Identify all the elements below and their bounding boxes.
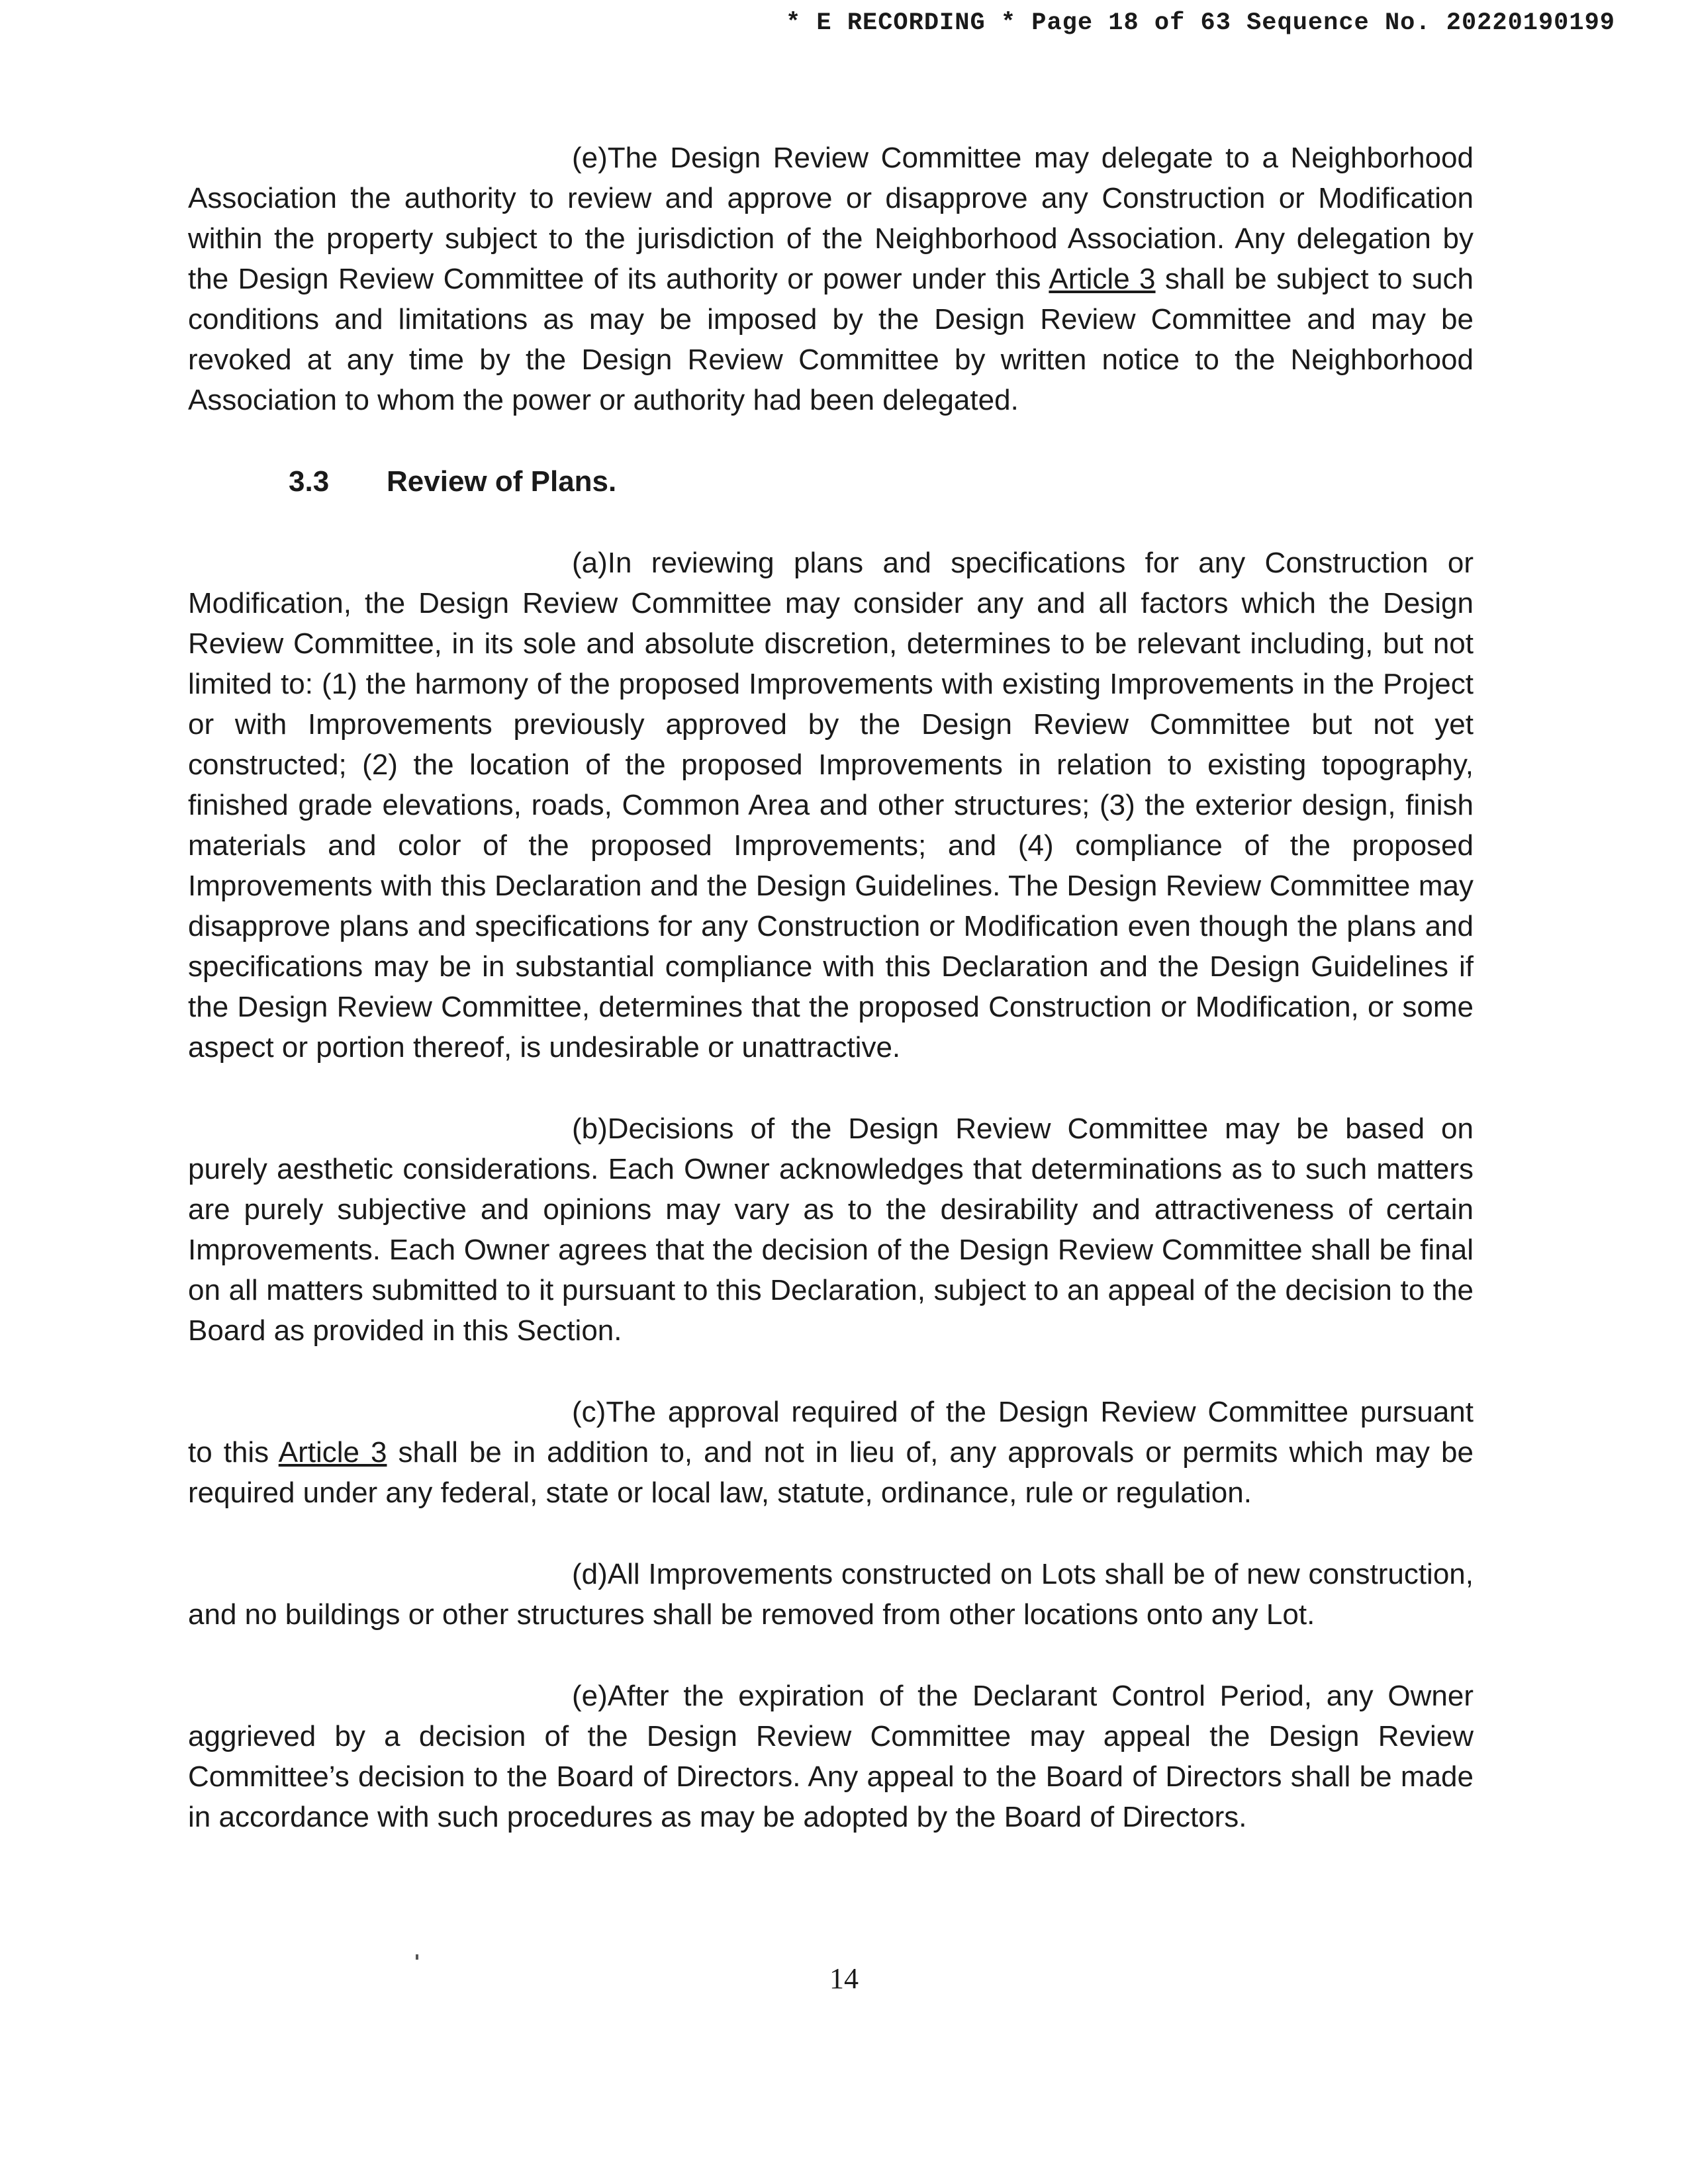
recording-header: * E RECORDING * Page 18 of 63 Sequence No. 20220190199 (786, 9, 1615, 37)
article-reference: Article 3 (278, 1436, 387, 1469)
paragraph-c-other-approvals (188, 1392, 1474, 1513)
paragraph-label: (b) (572, 1113, 608, 1145)
paragraph-text: After the expiration of the Declarant Control Period, any Owner aggrieved by a decision of the Design Review Committee may appeal the Design Review Committee’s decision to the Board of Directors. Any appeal to the Board of Directors shall be made in accordance with such procedures as may be adopted by the Board of Directors. (188, 1680, 1474, 1833)
section-heading (289, 461, 1474, 502)
paragraph-text: All Improvements constructed on Lots shall be of new construction, and no buildings or other structures shall be removed from other locations onto any Lot. (188, 1558, 1474, 1631)
article-reference: Article 3 (1049, 263, 1156, 295)
paragraph-e-delegation (188, 138, 1474, 420)
paragraph-label: (e) (572, 1680, 608, 1712)
document-body (188, 138, 1474, 1878)
paragraph-b-aesthetic-decisions (188, 1109, 1474, 1351)
paragraph-d-new-construction (188, 1554, 1474, 1635)
paragraph-label: (c) (572, 1396, 606, 1428)
paragraph-label: (a) (572, 547, 608, 579)
paragraph-label: (d) (572, 1558, 608, 1590)
paragraph-a-review-factors (188, 543, 1474, 1068)
scan-speck (416, 1954, 418, 1960)
paragraph-text: shall be in addition to, and not in lieu of, any approvals or permits which may be required under any federal, state or local law, statute, ordinance, rule or regulation. (188, 1436, 1474, 1509)
paragraph-label: (e) (572, 142, 608, 174)
paragraph-e-appeal (188, 1676, 1474, 1837)
paragraph-text: In reviewing plans and specifications for any Construction or Modification, the Design Review Committee may consider any and all factors which the Design Review Committee, in its sole and absolute discretion, determines to be relevant including, but not limited to: (1) the harmony of the proposed Improvements with existing Improvements in the Project or with Improvements previously approved by the Design Review Committee but not yet constructed; (2) the location of the proposed Improvements in relation to existing topography, finished grade elevations, roads, Common Area and other structures; (3) the exterior design, finish materials and color of the proposed Improvements; and (4) compliance of the proposed Improvements with this Declaration and the Design Guidelines. The Design Review Committee may disapprove plans and specifications for any Construction or Modification even though the plans and specifications may be in substantial compliance with this Declaration and the Design Guidelines if the Design Review Committee, determines that the proposed Construction or Modification, or some aspect or portion thereof, is undesirable or unattractive. (188, 547, 1474, 1064)
paragraph-text: Decisions of the Design Review Committee may be based on purely aesthetic considerations. Each Owner acknowledges that determinations as to such matters are purely subjective and opinions may vary as to the desirability and attractiveness of certain Improvements. Each Owner agrees that the decision of the Design Review Committee shall be final on all matters submitted to it pursuant to this Declaration, subject to an appeal of the decision to the Board as provided in this Section. (188, 1113, 1474, 1347)
section-title: Review of Plans. (387, 465, 617, 498)
page-number: 14 (829, 1962, 859, 1995)
section-number: 3.3 (289, 465, 330, 498)
paragraph-text: shall be subject to such conditions and limitations as may be imposed by the Design Review Committee and may be revoked at any time by the Design Review Committee by written notice to the Neighborhood Association to whom the power or authority had been delegated. (188, 263, 1474, 416)
paragraph-text: The approval required of the Design Review Committee pursuant to this (188, 1396, 1474, 1469)
paragraph-text: The Design Review Committee may delegate to a Neighborhood Association the authority to review and approve or disapprove any Construction or Modification within the property subject to the jurisdiction of the Neighborhood Association. Any delegation by the Design Review Committee of its authority or power under this (188, 142, 1474, 295)
